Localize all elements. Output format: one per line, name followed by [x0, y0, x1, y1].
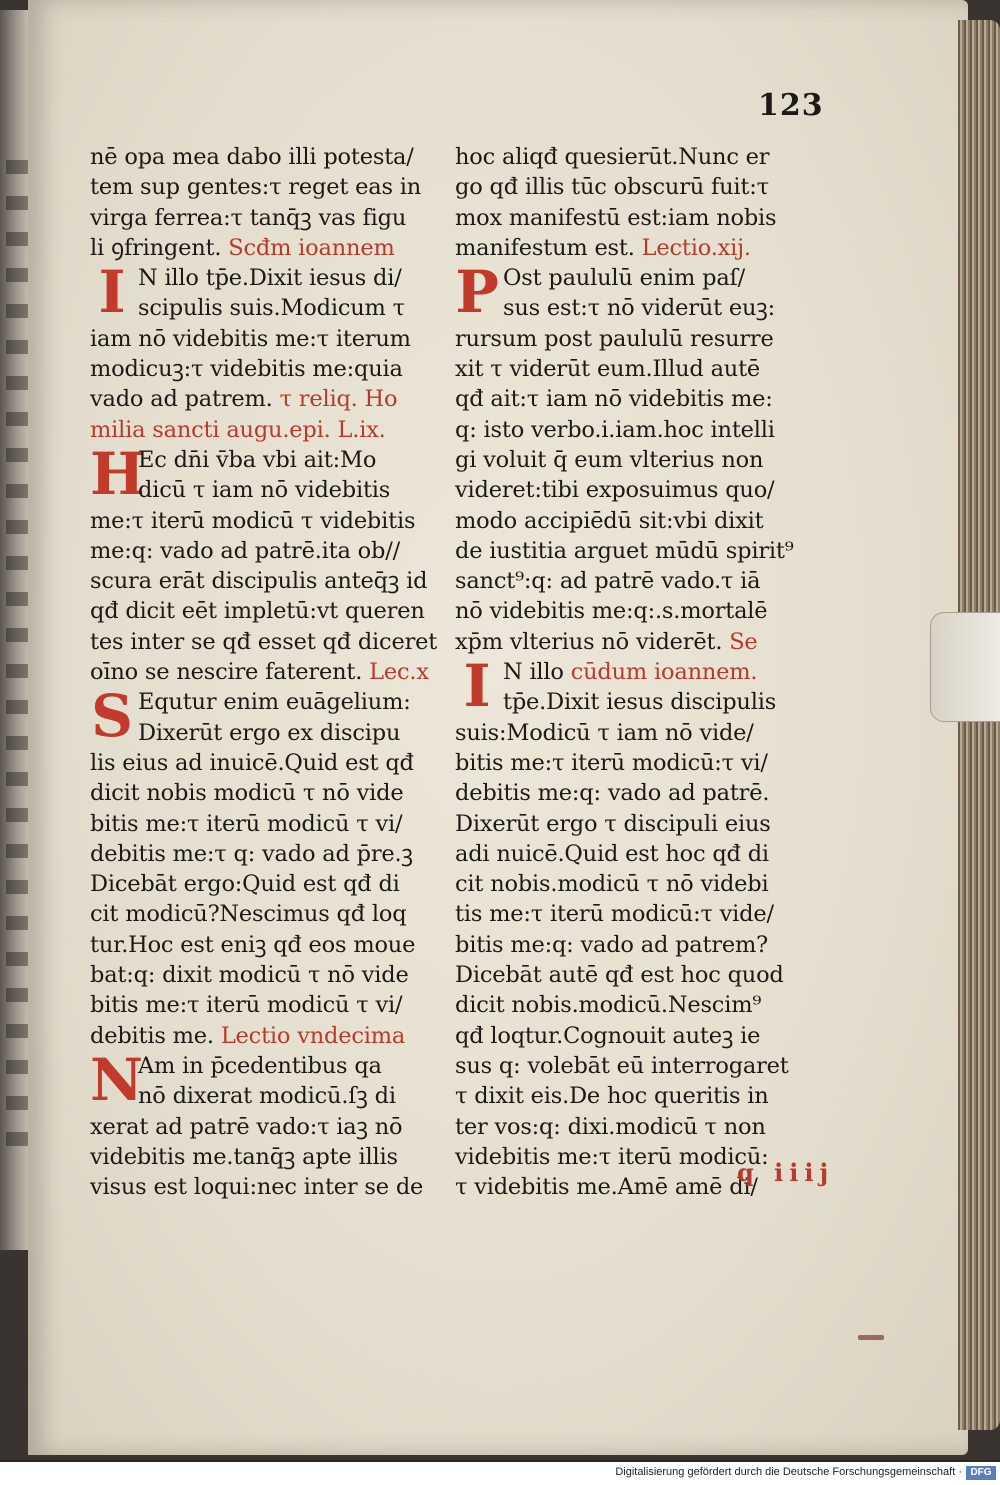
text-line [455, 1112, 805, 1142]
line-text: Dixerūt ergo τ discipuli eius [455, 810, 771, 837]
text-line [455, 415, 805, 445]
line-text: qđ loqtur.Cognouit auteꝫ ie [455, 1022, 761, 1049]
line-text: mox manifestū est:iam nobis [455, 204, 777, 231]
text-line [455, 384, 805, 414]
text-line [90, 990, 440, 1020]
text-line [90, 869, 440, 899]
line-text: Dicebāt autē qđ est hoc quod [455, 962, 784, 989]
text-line [455, 566, 805, 596]
drop-initial: P [455, 258, 499, 327]
text-line [90, 839, 440, 869]
line-text: Ost paululū enim paſ/ [503, 265, 746, 292]
line-text: xp̄m vlterius nō viderēt. [455, 628, 723, 655]
line-text: de iustitia arguet mūdū spirit⁹ [455, 537, 794, 564]
text-line [455, 203, 805, 233]
line-text: Dicebāt ergo:Quid est qđ di [90, 871, 400, 898]
rubric-text: Lectio vndecima [220, 1022, 406, 1049]
text-line [455, 506, 805, 536]
line-text: q: isto verbo.i.iam.hoc intelli [455, 416, 775, 443]
footer-bar [0, 1462, 1000, 1485]
text-line [90, 354, 440, 384]
line-text: Ec dn̄i v̄ba vbi ait:Mo [138, 446, 377, 473]
line-text: sus est:τ nō viderūt euꝫ: [503, 295, 775, 322]
left-text-column [90, 142, 440, 1202]
line-text: oīno se nescire faterent. [90, 659, 363, 686]
line-text: Equtur enim euāgelium: [138, 689, 411, 716]
text-line [455, 809, 805, 839]
line-text: rursum post paululū resurre [455, 325, 774, 352]
drop-initial: S [91, 682, 133, 751]
text-line [455, 869, 805, 899]
text-line [455, 687, 805, 717]
text-line [455, 778, 805, 808]
line-text: N illo [503, 659, 564, 686]
text-line [455, 445, 805, 475]
text-line [90, 475, 440, 505]
line-text: modicuꝫ:τ videbitis me:quia [90, 356, 403, 383]
line-text: qđ ait:τ iam nō videbitis me: [455, 386, 773, 413]
line-text: scura erāt discipulis anteq̄ꝫ id [90, 568, 428, 595]
line-text: scipulis suis.Modicum τ [138, 295, 405, 322]
line-text: hoc aliqđ quesierūt.Nunc er [455, 144, 770, 170]
text-line [90, 233, 440, 263]
line-text: nō videbitis me:q:.s.mortalē [455, 598, 768, 625]
line-text: tes inter se qđ esset qđ diceret [90, 628, 438, 655]
line-text: tem sup gentes:τ reget eas in [90, 174, 422, 201]
text-line [90, 536, 440, 566]
text-line [90, 1021, 440, 1051]
text-line [90, 172, 440, 202]
line-text: tp̄e.Dixit iesus discipulis [503, 689, 777, 716]
text-line [90, 1081, 440, 1111]
text-line [455, 930, 805, 960]
line-text: dicit nobis.modicū.Nescim⁹ [455, 992, 762, 1019]
line-text: debitis me:q: vado ad patrē. [455, 780, 770, 807]
text-line [90, 1112, 440, 1142]
page-edges [958, 20, 1000, 1430]
line-text: bitis me:τ iterū modicū τ vi/ [90, 992, 403, 1019]
line-text: adi nuicē.Quid est hoc qđ di [455, 840, 769, 867]
line-text: me:τ iterū modicū τ videbitis [90, 507, 416, 534]
line-text: xerat ad patrē vado:τ iaꝫ nō [90, 1113, 403, 1140]
text-line [455, 233, 805, 263]
bookmark-tab [930, 612, 1000, 722]
line-text: visus est loqui:nec inter se de [90, 1174, 424, 1201]
drop-initial: H [90, 439, 145, 508]
line-text: qđ dicit eēt impletū:vt queren [90, 598, 425, 625]
signature-mark: q iiij [737, 1158, 835, 1187]
text-line [455, 1051, 805, 1081]
rubric-text: τ reliq. Ho [279, 386, 398, 413]
rubric-text: cūdum ioannem. [570, 659, 758, 686]
rubric-text: Lectio.xij. [641, 234, 751, 261]
text-line [455, 293, 805, 323]
line-text: iam nō videbitis me:τ iterum [90, 325, 411, 352]
line-text: videret:tibi exposuimus quo/ [455, 477, 775, 504]
line-text: videbitis me:τ iterū modicū: [455, 1143, 769, 1170]
line-text: dicit nobis modicū τ nō vide [90, 780, 404, 807]
rubric-text: Lec.x [369, 659, 429, 686]
line-text: dicū τ iam nō videbitis [138, 477, 391, 504]
text-line [90, 324, 440, 354]
folio-number: 123 [758, 88, 824, 123]
line-text: virga ferrea:τ tanq̄ꝫ vas figu [90, 204, 407, 231]
text-line [455, 324, 805, 354]
text-line [455, 354, 805, 384]
drop-initial: I [98, 258, 126, 327]
drop-initial: I [463, 652, 491, 721]
rubric-text: milia sancti augu.epi. L.ix. [90, 416, 386, 443]
text-line [90, 596, 440, 626]
line-text: nō dixerat modicū.ſꝫ di [138, 1083, 396, 1110]
line-text: vado ad patrem. [90, 386, 273, 413]
text-line [90, 1142, 440, 1172]
text-line [455, 536, 805, 566]
line-text: li ꝯfringent. [90, 234, 222, 261]
text-line [90, 899, 440, 929]
line-text: bitis me:τ iterū modicū:τ vi/ [455, 749, 768, 776]
text-line [90, 748, 440, 778]
drop-initial: N [90, 1045, 143, 1114]
text-line [90, 384, 440, 414]
text-line [455, 596, 805, 626]
text-line [455, 960, 805, 990]
line-text: lis eius ad inuicē.Quid est qđ [90, 749, 414, 776]
line-text: go qđ illis tūc obscurū fuit:τ [455, 174, 769, 201]
footer-credit: Digitalisierung gefördert durch die Deutsche Forschungsgemeinschaft · [615, 1466, 962, 1478]
line-text: bat:q: dixit modicū τ nō vide [90, 962, 409, 989]
line-text: suis:Modicū τ iam nō vide/ [455, 719, 754, 746]
text-line [455, 1021, 805, 1051]
text-line [90, 293, 440, 323]
text-line [90, 778, 440, 808]
dfg-logo: DFG [966, 1466, 996, 1480]
line-text: tur.Hoc est eniꝫ qđ eos moue [90, 931, 416, 958]
right-text-column [455, 142, 805, 1202]
text-line [90, 930, 440, 960]
text-line [455, 142, 805, 172]
line-text: sus q: volebāt eū interrogaret [455, 1052, 789, 1079]
line-text: me:q: vado ad patrē.ita ob// [90, 537, 400, 564]
text-line [90, 203, 440, 233]
text-line [90, 142, 440, 172]
text-line [90, 718, 440, 748]
text-line [455, 475, 805, 505]
text-line [90, 960, 440, 990]
line-text: xit τ viderūt eum.Illud autē [455, 356, 761, 383]
text-line [90, 506, 440, 536]
text-line [455, 718, 805, 748]
text-line [455, 899, 805, 929]
text-line [455, 748, 805, 778]
line-text: manifestum est. [455, 234, 635, 261]
text-line [90, 1172, 440, 1202]
line-text: N illo tp̄e.Dixit iesus di/ [138, 265, 402, 292]
text-line [455, 990, 805, 1020]
text-line [455, 839, 805, 869]
text-line [455, 627, 805, 657]
text-line [455, 172, 805, 202]
text-line [90, 657, 440, 687]
rubric-text: Scđm ioannem [228, 234, 395, 261]
line-text: tis me:τ iterū modicū:τ vide/ [455, 901, 774, 928]
line-text: τ videbitis me.Amē amē di/ [455, 1174, 758, 1201]
text-line [90, 809, 440, 839]
text-line [90, 566, 440, 596]
ink-mark [858, 1335, 884, 1340]
line-text: videbitis me.tanq̄ꝫ apte illis [90, 1143, 398, 1170]
text-line [455, 1081, 805, 1111]
line-text: sanct⁹:q: ad patrē vado.τ iā [455, 568, 761, 595]
line-text: debitis me:τ q: vado ad p̄re.ꝫ [90, 840, 413, 867]
text-line [90, 627, 440, 657]
line-text: τ dixit eis.De hoc queritis in [455, 1083, 769, 1110]
text-line [90, 415, 440, 445]
line-text: gi voluit q̄ eum vlterius non [455, 446, 764, 473]
line-text: bitis me:τ iterū modicū τ vi/ [90, 810, 403, 837]
line-text: modo accipiēdū sit:vbi dixit [455, 507, 764, 534]
line-text: debitis me. [90, 1022, 214, 1049]
line-text: cit nobis.modicū τ nō videbi [455, 871, 769, 898]
line-text: ter vos:q: dixi.modicū τ non [455, 1113, 766, 1140]
line-text: Am in p̄cedentibus qa [138, 1052, 382, 1079]
line-text: Dixerūt ergo ex discipu [138, 719, 401, 746]
line-text: cit modicū?Nescimus qđ loq [90, 901, 407, 928]
line-text: nē opa mea dabo illi potesta/ [90, 144, 414, 170]
rubric-text: Se [729, 628, 758, 655]
line-text: bitis me:q: vado ad patrem? [455, 931, 769, 958]
